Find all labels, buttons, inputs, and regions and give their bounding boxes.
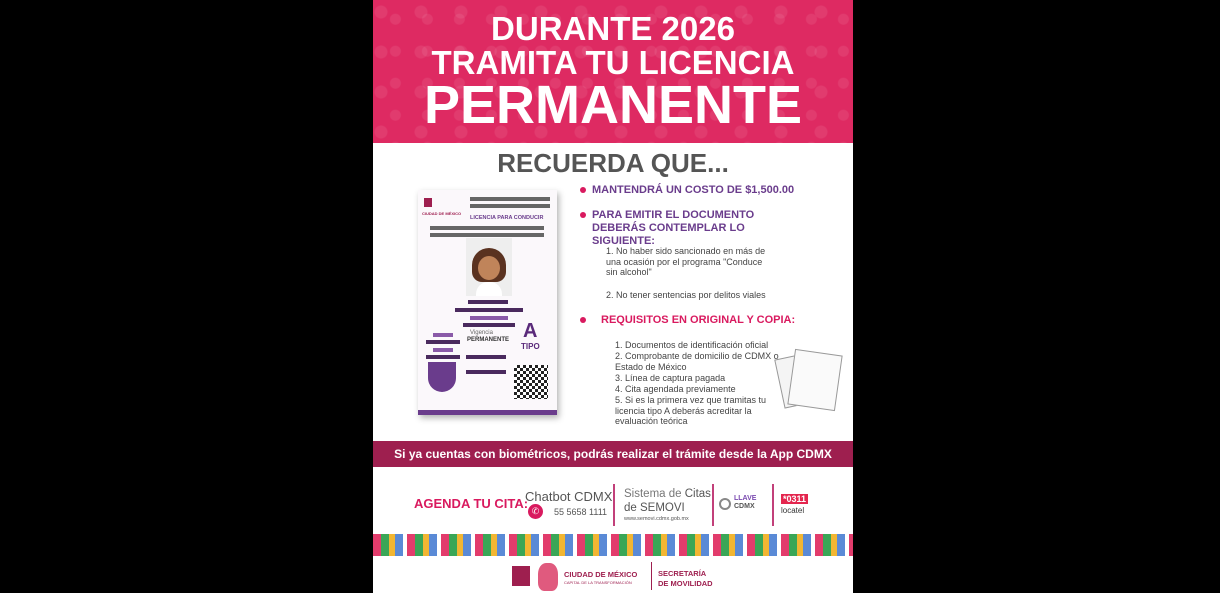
chatbot-phone[interactable]: 55 5658 1111 bbox=[554, 507, 608, 517]
documents-icon-front bbox=[787, 349, 842, 411]
header-line-1: DURANTE 2026 bbox=[491, 10, 735, 47]
phone-icon: ✆ bbox=[528, 504, 543, 519]
footer-cdmx-sub: CAPITAL DE LA TRANSFORMACIÓN bbox=[564, 580, 632, 585]
card-shield bbox=[428, 362, 456, 392]
list-item: 2. Comprobante de domicilio de CDMX o Estado de México bbox=[615, 351, 779, 372]
agenda-label: AGENDA TU CITA: bbox=[414, 496, 529, 511]
app-banner: Si ya cuentas con biométricos, podrás realizar el trámite desde la App CDMX bbox=[373, 441, 853, 467]
decorative-embroidery-strip bbox=[373, 534, 853, 556]
header-line-2: TRAMITA TU LICENCIA bbox=[431, 44, 795, 81]
subtitle: RECUERDA QUE... bbox=[497, 148, 729, 178]
list-item: 1. Documentos de identificación oficial bbox=[615, 340, 769, 350]
poster bbox=[373, 0, 853, 593]
point-cost: MANTENDRÁ UN COSTO DE $1,500.00 bbox=[592, 184, 795, 196]
photo bbox=[466, 238, 512, 296]
locatel-text: locatel bbox=[781, 506, 805, 515]
card-logo-text: CIUDAD DE MÉXICO bbox=[422, 211, 462, 216]
llave-text: LLAVE bbox=[734, 495, 757, 502]
sistema-text: Sistema de bbox=[624, 488, 685, 500]
list-item: 4. Cita agendada previamente bbox=[615, 384, 736, 394]
header-line-3: PERMANENTE bbox=[423, 75, 803, 135]
semovi-text: de SEMOVI bbox=[624, 502, 685, 514]
point-requirements: PARA EMITIR EL DOCUMENTO DEBERÁS CONTEMPLAR LO SIGUIENTE: bbox=[592, 209, 755, 247]
cdmx-shield-icon bbox=[512, 566, 530, 586]
llave-cdmx-text: CDMX bbox=[734, 503, 755, 510]
citas-text: Citas bbox=[684, 488, 711, 500]
cdmx-map-icon bbox=[538, 563, 558, 591]
card-vigencia: Vigencia bbox=[470, 330, 493, 336]
cdmx-shield-icon bbox=[424, 198, 432, 207]
chatbot-link[interactable]: Chatbot CDMX bbox=[525, 489, 613, 504]
llave-icon bbox=[719, 498, 731, 510]
list-item: 1. No haber sido sancionado en más de una ocasión por el programa "Conduce sin alcohol" bbox=[606, 246, 766, 277]
footer-cdmx: CIUDAD DE MÉXICO bbox=[564, 570, 638, 579]
list-item: 2. No tener sentencias por delitos viales bbox=[606, 290, 766, 300]
locatel-number: *0311 bbox=[783, 494, 807, 504]
card-permanente: PERMANENTE bbox=[467, 337, 510, 343]
card-tipo-letter: A bbox=[523, 320, 538, 342]
semovi-url[interactable]: www.semovi.cdmx.gob.mx bbox=[624, 516, 689, 522]
list-item: 5. Si es la primera vez que tramitas tu licencia tipo A deberás acreditar la evaluación teórica bbox=[615, 395, 767, 426]
card-title: LICENCIA PARA CONDUCIR bbox=[470, 215, 544, 221]
footer-secretaria: SECRETARÍA bbox=[658, 569, 707, 578]
footer-movilidad: DE MOVILIDAD bbox=[658, 579, 713, 588]
qr-code-icon bbox=[514, 365, 548, 399]
sistema-citas[interactable] bbox=[624, 488, 711, 500]
list-item: 3. Línea de captura pagada bbox=[615, 373, 726, 383]
header bbox=[373, 0, 853, 143]
license-card-image bbox=[418, 190, 557, 415]
point-documents: REQUISITOS EN ORIGINAL Y COPIA: bbox=[601, 314, 796, 326]
card-tipo: TIPO bbox=[521, 342, 540, 351]
